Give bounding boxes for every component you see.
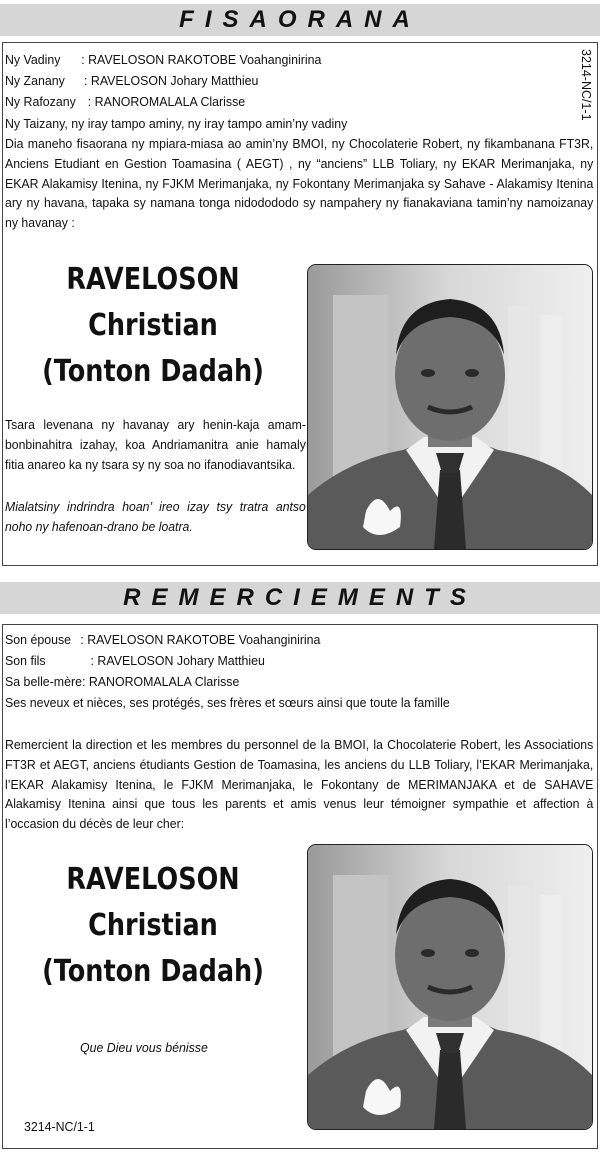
remerciements-line-belle-mere: Sa belle-mère: RANOROMALALA Clarisse — [5, 674, 240, 689]
fisaorana-code: 3214-NC/1-1 — [579, 49, 593, 121]
fisaorana-closing-italic: Mialatsiny indrindra hoan’ ireo izay tsy tratra antso noho ny hafenoan-drano be loatra. — [5, 499, 306, 534]
fisaorana-line-zanany: Ny Zanany : RAVELOSON Johary Matthieu — [5, 73, 259, 88]
fisaorana-closing: Tsara levenana ny havanay ary henin-kaja amam-bonbinahitra izahay, koa Andriamanitra anie hamaly fitia anareo ka ny tsara sy ny soa no ifanodiavantsika. — [5, 417, 306, 472]
fisaorana-line-vadiny: Ny Vadiny : RAVELOSON RAKOTOBE Voahanginirina — [5, 52, 322, 67]
fisaorana-title: FISAORANA — [179, 6, 421, 33]
remerciements-title: REMERCIEMENTS — [123, 584, 477, 611]
remerciements-header — [0, 582, 600, 614]
fisaorana-body: Dia maneho fisaorana ny mpiara-miasa ao amin’ny BMOI, ny Chocolaterie Robert, ny fikambanana FT3R, Anciens Etudiant en Gestion Toamasina ( AEGT) , ny “anciens” LLB Toliary, ny EKAR Merimanjaka, ny EKAR Alakamisy Itenina, ny FJKM Merimanjaka, ny Fokontany Merimanjaka sy Sahave - Alakamisy Itenina ary ny havana, tapaka sy namana tonga nidodododo sy nampahery ny fianakaviana tamin’ny namoizanay ny havanay : — [5, 136, 594, 231]
remerciements-body: Remercient la direction et les membres du personnel de la BMOI, la Chocolaterie Robert, les Associations FT3R et AEGT, anciens étudiants Gestion de Toamasina, les anciens du LLB Toliary, l’EKAR Merimanjaka, l’EKAR Alakamisy Itenina, le FJKM Merimanjaka, le Fokontany de MERIMANJAKA et de SAHAVE Alakamisy Itenina ainsi que tous les parents et amis venus leur témoigner sympathie et affection à l’occasion du décès de leur cher: — [5, 737, 594, 832]
remerciements-line-fils: Son fils : RAVELOSON Johary Matthieu — [5, 653, 265, 668]
remerciements-code: 3214-NC/1-1 — [24, 1119, 95, 1134]
remerciements-neveux: Ses neveux et nièces, ses protégés, ses frères et sœurs ainsi que toute la famille — [5, 695, 450, 710]
fisaorana-deceased-name: RAVELOSON Christian (Tonton Dadah) — [42, 262, 264, 389]
remerciements-line-epouse: Son épouse : RAVELOSON RAKOTOBE Voahanginirina — [5, 632, 321, 647]
fisaorana-taizany: Ny Taizany, ny iray tampo aminy, ny iray tampo amin’ny vadiny — [5, 116, 348, 131]
fisaorana-header — [0, 4, 600, 36]
deceased-photo — [307, 264, 593, 550]
deceased-photo-2 — [307, 844, 593, 1130]
blessing: Que Dieu vous bénisse — [80, 1040, 208, 1055]
remerciements-deceased-name: RAVELOSON Christian (Tonton Dadah) — [42, 862, 264, 989]
fisaorana-line-rafozany: Ny Rafozany : RANOROMALALA Clarisse — [5, 94, 246, 109]
